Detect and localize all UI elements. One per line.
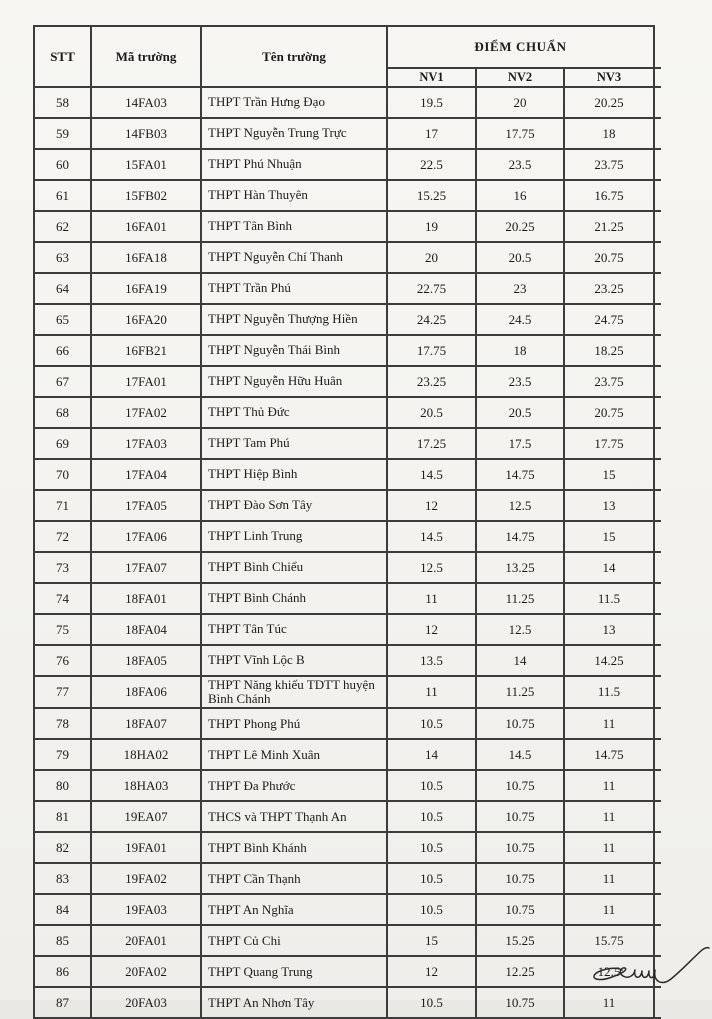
cell-nv2: 10.75 — [476, 832, 564, 863]
cell-nv3: 18.25 — [564, 335, 654, 366]
table-row — [34, 428, 654, 459]
cell-name: THPT Đào Sơn Tây — [201, 490, 387, 521]
cell-name: THPT Nguyễn Trung Trực — [201, 118, 387, 149]
cell-stt: 74 — [34, 583, 91, 614]
header-nv3: NV3 — [564, 68, 654, 87]
cell-stt: 78 — [34, 708, 91, 739]
cell-stt: 62 — [34, 211, 91, 242]
cell-name: THPT Lê Minh Xuân — [201, 739, 387, 770]
table-row — [34, 925, 654, 956]
cell-nv3: 20.75 — [564, 242, 654, 273]
cell-stt: 81 — [34, 801, 91, 832]
header-diem-chuan: ĐIỂM CHUẨN — [387, 26, 654, 68]
cell-code: 20FA01 — [91, 925, 201, 956]
cell-stt: 85 — [34, 925, 91, 956]
cell-name: THPT Tam Phú — [201, 428, 387, 459]
cell-nv3: 11.5 — [564, 676, 654, 708]
cell-nv1: 14 — [387, 739, 476, 770]
cell-stt: 58 — [34, 87, 91, 118]
cell-nv2: 14.5 — [476, 739, 564, 770]
cell-stt: 79 — [34, 739, 91, 770]
cell-nv2: 14 — [476, 645, 564, 676]
cell-nv1: 17.75 — [387, 335, 476, 366]
cell-nv2: 20 — [476, 87, 564, 118]
cell-nv2: 10.75 — [476, 987, 564, 1018]
cell-nv2: 10.75 — [476, 863, 564, 894]
cell-nv2: 12.25 — [476, 956, 564, 987]
cell-nv3: 20.25 — [564, 87, 654, 118]
cell-nv1: 11 — [387, 583, 476, 614]
cell-name: THPT Đa Phước — [201, 770, 387, 801]
cell-code: 20FA03 — [91, 987, 201, 1018]
cell-nv3: 20.75 — [564, 397, 654, 428]
table-row — [34, 118, 654, 149]
table-row — [34, 894, 654, 925]
cell-nv2: 15.25 — [476, 925, 564, 956]
cell-code: 19FA01 — [91, 832, 201, 863]
cell-nv3: 13 — [564, 614, 654, 645]
cell-code: 17FA05 — [91, 490, 201, 521]
cell-name: THPT An Nghĩa — [201, 894, 387, 925]
cell-stt: 72 — [34, 521, 91, 552]
signature-mark — [588, 946, 712, 998]
cell-code: 15FB02 — [91, 180, 201, 211]
cell-nv3: 18 — [564, 118, 654, 149]
cell-code: 16FA01 — [91, 211, 201, 242]
table-row — [34, 956, 654, 987]
cell-stt: 71 — [34, 490, 91, 521]
cell-name: THPT Tân Túc — [201, 614, 387, 645]
cell-code: 19FA03 — [91, 894, 201, 925]
cell-nv1: 10.5 — [387, 708, 476, 739]
cell-nv2: 24.5 — [476, 304, 564, 335]
cell-code: 15FA01 — [91, 149, 201, 180]
cell-nv3: 24.75 — [564, 304, 654, 335]
cell-nv2: 20.25 — [476, 211, 564, 242]
table-row — [34, 987, 654, 1018]
header-nv2: NV2 — [476, 68, 564, 87]
table-row — [34, 149, 654, 180]
cell-nv1: 13.5 — [387, 645, 476, 676]
cell-nv2: 23 — [476, 273, 564, 304]
cell-nv2: 10.75 — [476, 894, 564, 925]
header-nv1: NV1 — [387, 68, 476, 87]
cell-code: 16FA18 — [91, 242, 201, 273]
cell-stt: 60 — [34, 149, 91, 180]
cell-nv2: 13.25 — [476, 552, 564, 583]
cell-name: THPT Quang Trung — [201, 956, 387, 987]
cell-stt: 77 — [34, 676, 91, 708]
cell-nv2: 11.25 — [476, 583, 564, 614]
cell-stt: 70 — [34, 459, 91, 490]
cell-nv1: 22.75 — [387, 273, 476, 304]
cell-nv2: 20.5 — [476, 242, 564, 273]
cell-name: THPT Tân Bình — [201, 211, 387, 242]
cell-code: 19FA02 — [91, 863, 201, 894]
cell-nv3: 15 — [564, 459, 654, 490]
cell-nv2: 18 — [476, 335, 564, 366]
cell-nv2: 23.5 — [476, 149, 564, 180]
cell-code: 18HA03 — [91, 770, 201, 801]
cell-nv3: 16.75 — [564, 180, 654, 211]
cell-nv3: 12.5 — [564, 956, 654, 987]
cell-nv1: 14.5 — [387, 459, 476, 490]
cell-code: 17FA01 — [91, 366, 201, 397]
cell-nv3: 11 — [564, 770, 654, 801]
table-row — [34, 583, 654, 614]
cell-nv1: 22.5 — [387, 149, 476, 180]
cell-code: 18FA01 — [91, 583, 201, 614]
table-row — [34, 273, 654, 304]
cell-stt: 61 — [34, 180, 91, 211]
table-row — [34, 770, 654, 801]
cell-name: THPT Nguyễn Chí Thanh — [201, 242, 387, 273]
cell-nv1: 10.5 — [387, 801, 476, 832]
cell-name: THPT Phú Nhuận — [201, 149, 387, 180]
cell-code: 17FA07 — [91, 552, 201, 583]
cell-nv1: 10.5 — [387, 832, 476, 863]
table-row — [34, 490, 654, 521]
table-row — [34, 708, 654, 739]
cell-code: 17FA03 — [91, 428, 201, 459]
cell-nv3: 11 — [564, 863, 654, 894]
cell-code: 14FB03 — [91, 118, 201, 149]
cell-name: THPT Vĩnh Lộc B — [201, 645, 387, 676]
table-row — [34, 552, 654, 583]
cell-nv3: 15.75 — [564, 925, 654, 956]
cell-stt: 73 — [34, 552, 91, 583]
cell-nv2: 12.5 — [476, 614, 564, 645]
cell-stt: 83 — [34, 863, 91, 894]
cell-name: THPT Cần Thạnh — [201, 863, 387, 894]
cell-nv3: 11.5 — [564, 583, 654, 614]
cell-code: 18FA06 — [91, 676, 201, 708]
cell-name: THPT Năng khiếu TDTT huyện Bình Chánh — [201, 676, 387, 708]
cell-name: THPT Bình Khánh — [201, 832, 387, 863]
cell-nv2: 16 — [476, 180, 564, 211]
table-row — [34, 304, 654, 335]
cell-nv3: 21.25 — [564, 211, 654, 242]
cell-nv2: 12.5 — [476, 490, 564, 521]
cell-nv3: 11 — [564, 832, 654, 863]
cell-nv3: 11 — [564, 987, 654, 1018]
cell-nv2: 23.5 — [476, 366, 564, 397]
cell-name: THPT Hiệp Bình — [201, 459, 387, 490]
cell-code: 16FB21 — [91, 335, 201, 366]
cell-stt: 86 — [34, 956, 91, 987]
cell-stt: 67 — [34, 366, 91, 397]
cell-name: THPT Trần Phú — [201, 273, 387, 304]
cell-nv2: 14.75 — [476, 459, 564, 490]
score-table — [33, 25, 655, 1019]
cell-code: 17FA04 — [91, 459, 201, 490]
cell-name: THPT An Nhơn Tây — [201, 987, 387, 1018]
header-stt: STT — [34, 26, 91, 87]
cell-nv3: 11 — [564, 801, 654, 832]
cell-code: 18HA02 — [91, 739, 201, 770]
cell-nv1: 17.25 — [387, 428, 476, 459]
cell-nv3: 14.75 — [564, 739, 654, 770]
cell-nv1: 12 — [387, 490, 476, 521]
score-table-body — [34, 87, 654, 1018]
cell-code: 20FA02 — [91, 956, 201, 987]
cell-code: 16FA20 — [91, 304, 201, 335]
cell-stt: 82 — [34, 832, 91, 863]
cell-nv3: 11 — [564, 708, 654, 739]
cell-nv1: 19 — [387, 211, 476, 242]
cell-nv1: 10.5 — [387, 894, 476, 925]
cell-name: THPT Củ Chi — [201, 925, 387, 956]
cell-name: THPT Bình Chánh — [201, 583, 387, 614]
cell-nv3: 15 — [564, 521, 654, 552]
cell-nv1: 19.5 — [387, 87, 476, 118]
cell-name: THPT Bình Chiểu — [201, 552, 387, 583]
cell-nv1: 14.5 — [387, 521, 476, 552]
header-ma-truong: Mã trường — [91, 26, 201, 87]
cell-stt: 75 — [34, 614, 91, 645]
cell-nv1: 12 — [387, 614, 476, 645]
cell-nv3: 17.75 — [564, 428, 654, 459]
cell-code: 17FA02 — [91, 397, 201, 428]
cell-name: THPT Hàn Thuyên — [201, 180, 387, 211]
cell-name: THPT Linh Trung — [201, 521, 387, 552]
cell-nv3: 14.25 — [564, 645, 654, 676]
cell-nv1: 23.25 — [387, 366, 476, 397]
cell-nv1: 10.5 — [387, 987, 476, 1018]
table-row — [34, 676, 654, 708]
cell-stt: 59 — [34, 118, 91, 149]
table-row — [34, 242, 654, 273]
cell-code: 14FA03 — [91, 87, 201, 118]
cell-nv2: 10.75 — [476, 708, 564, 739]
table-row — [34, 521, 654, 552]
cell-nv1: 10.5 — [387, 863, 476, 894]
cell-name: THCS và THPT Thạnh An — [201, 801, 387, 832]
cell-code: 18FA07 — [91, 708, 201, 739]
table-row — [34, 645, 654, 676]
cell-nv3: 13 — [564, 490, 654, 521]
cell-name: THPT Thủ Đức — [201, 397, 387, 428]
cell-stt: 69 — [34, 428, 91, 459]
cell-code: 19EA07 — [91, 801, 201, 832]
cell-nv3: 14 — [564, 552, 654, 583]
table-row — [34, 397, 654, 428]
cell-nv2: 10.75 — [476, 770, 564, 801]
cell-code: 17FA06 — [91, 521, 201, 552]
table-row — [34, 180, 654, 211]
cell-stt: 87 — [34, 987, 91, 1018]
cell-nv2: 14.75 — [476, 521, 564, 552]
cell-stt: 65 — [34, 304, 91, 335]
cell-code: 16FA19 — [91, 273, 201, 304]
cell-stt: 80 — [34, 770, 91, 801]
cell-stt: 66 — [34, 335, 91, 366]
table-row — [34, 739, 654, 770]
cell-nv2: 17.75 — [476, 118, 564, 149]
cell-nv2: 10.75 — [476, 801, 564, 832]
cell-name: THPT Phong Phú — [201, 708, 387, 739]
cell-nv1: 10.5 — [387, 770, 476, 801]
cell-nv1: 11 — [387, 676, 476, 708]
table-row — [34, 211, 654, 242]
cell-code: 18FA04 — [91, 614, 201, 645]
cell-nv3: 23.75 — [564, 149, 654, 180]
cell-name: THPT Nguyễn Hữu Huân — [201, 366, 387, 397]
header-ten-truong: Tên trường — [201, 26, 387, 87]
cell-nv1: 15 — [387, 925, 476, 956]
cell-nv2: 17.5 — [476, 428, 564, 459]
cell-nv2: 20.5 — [476, 397, 564, 428]
cell-nv1: 17 — [387, 118, 476, 149]
table-row — [34, 863, 654, 894]
cell-nv1: 12.5 — [387, 552, 476, 583]
score-table-header — [34, 26, 654, 87]
table-row — [34, 87, 654, 118]
cell-nv3: 23.25 — [564, 273, 654, 304]
cell-code: 18FA05 — [91, 645, 201, 676]
table-row — [34, 335, 654, 366]
cell-nv1: 20 — [387, 242, 476, 273]
cell-stt: 68 — [34, 397, 91, 428]
table-row — [34, 832, 654, 863]
table-row — [34, 366, 654, 397]
cell-stt: 63 — [34, 242, 91, 273]
cell-nv1: 20.5 — [387, 397, 476, 428]
table-row — [34, 614, 654, 645]
cell-nv2: 11.25 — [476, 676, 564, 708]
cell-nv1: 15.25 — [387, 180, 476, 211]
cell-name: THPT Nguyễn Thái Bình — [201, 335, 387, 366]
table-row — [34, 801, 654, 832]
cell-nv1: 12 — [387, 956, 476, 987]
cell-stt: 76 — [34, 645, 91, 676]
table-row — [34, 459, 654, 490]
cell-stt: 84 — [34, 894, 91, 925]
cell-nv1: 24.25 — [387, 304, 476, 335]
cell-nv3: 11 — [564, 894, 654, 925]
cell-name: THPT Nguyễn Thượng Hiền — [201, 304, 387, 335]
cell-nv3: 23.75 — [564, 366, 654, 397]
cell-name: THPT Trần Hưng Đạo — [201, 87, 387, 118]
cell-stt: 64 — [34, 273, 91, 304]
